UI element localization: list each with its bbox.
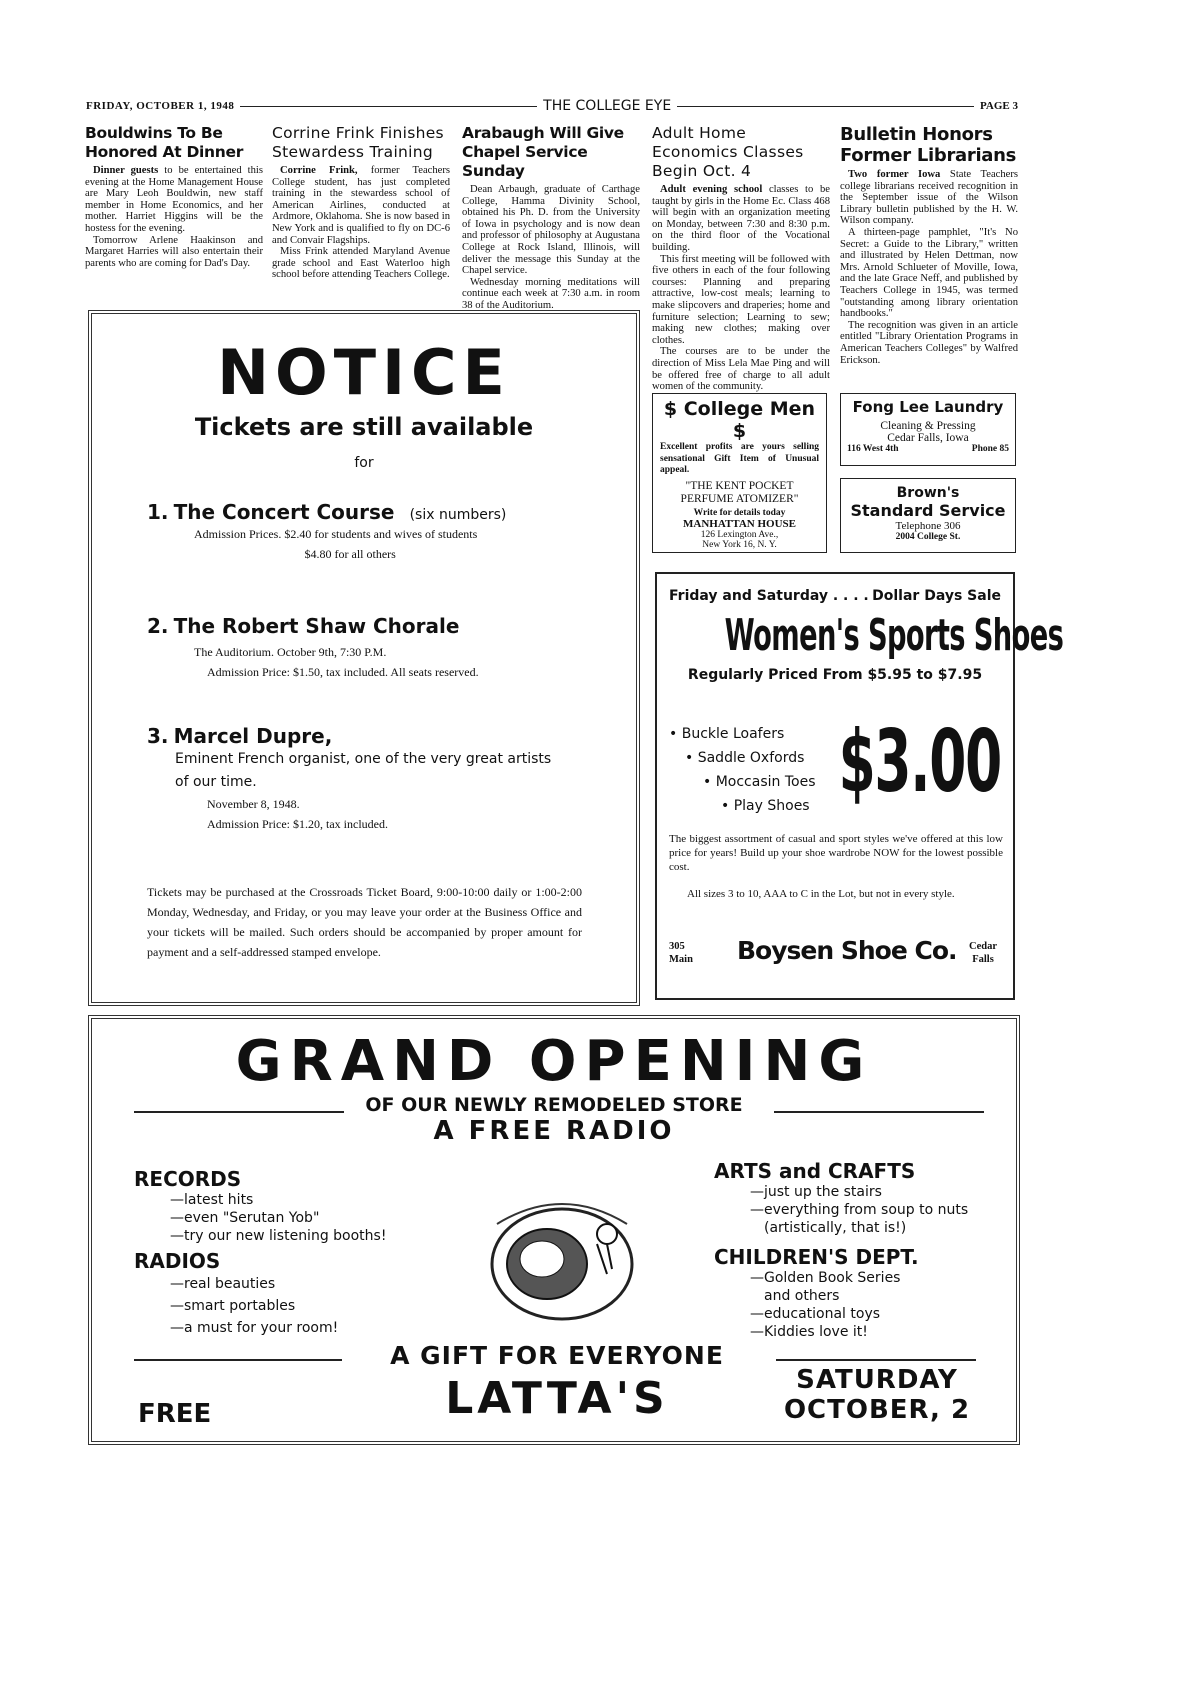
ad-regular-price: Regularly Priced From $5.95 to $7.95 [687,667,983,683]
ad-phone: Telephone 306 [895,520,961,532]
notice-for: for [354,455,374,471]
paragraph: Miss Frink attended Maryland Avenue grade school and East Waterloo high school before attending Teachers College. [272,246,450,281]
ad-subtitle: OF OUR NEWLY REMODELED STORE [365,1094,743,1116]
dept-item: —even "Serutan Yob" [170,1210,320,1226]
notice-item-2 [147,614,479,682]
ad-company: Boysen Shoe Co. [737,936,957,965]
ad-title: Brown's [896,485,960,501]
item-name: The Robert Shaw Chorale [173,614,460,638]
shoe-style: • Play Shoes [721,798,810,814]
item-line: November 8, 1948. [207,797,300,811]
gift-tagline: A GIFT FOR EVERYONE [390,1341,724,1370]
notice-footer: Tickets may be purchased at the Crossroads Ticket Board, 9:00-10:00 daily or 1:00-2:00 Monday, Wednesday, and Friday, or you may leave your order at the Business Office and your tickets will be mailed. Such orders should be accompanied by proper amount for payment and a self-addressed stamped envelope. [147,885,582,959]
left-departments [134,1167,386,1339]
dept-heading: ARTS and CRAFTS [714,1159,916,1183]
ad-text: All sizes 3 to 10, AAA to C in the Lot, but not in every style. [687,888,955,900]
dept-heading: CHILDREN'S DEPT. [714,1245,919,1269]
paragraph: This first meeting will be followed with five others in each of the four following courses: Planning and preparing attractive, low-cost meals; learning to make slipcovers and draperies; home and furniture selection; Learning to sew; making new clothes; making over clothes. [652,253,830,346]
item-line: Admission Prices. $2.40 for students and wives of students [194,527,478,541]
ad-city: Cedar Falls, Iowa [887,432,969,444]
paragraph: to be entertained this evening at the Home Management House are Mary Leoh Bouldwin, new staff member in Home Economics, and her mother. Harriet Higgins will be the hostess for the evening. [85,165,263,234]
paragraph: Wednesday morning meditations will continue each week at 7:30 a.m. in room 38 of the Auditorium. [462,276,640,311]
grand-opening-ad [88,1015,1020,1445]
article-frink [272,124,450,281]
paragraph: classes to be taught by girls in the Home Ec. Class 468 will begin with an organization meeting on Monday, between 7:30 and 8:30 p.m. on the third floor of the Vocational building. [652,184,830,253]
item-line: The Auditorium. October 9th, 7:30 P.M. [194,645,387,659]
boysen-shoes-ad [655,572,1064,1000]
article-home-economics [652,124,830,393]
lead: Two former Iowa [848,169,941,180]
ad-title: GRAND OPENING [235,1029,873,1094]
free-label: FREE [138,1399,212,1429]
dept-item: —real beauties [170,1276,276,1292]
article-bouldwins [85,124,263,269]
notice-subtitle: Tickets are still available [194,413,534,441]
dept-heading: RADIOS [134,1249,221,1273]
shoe-style: • Moccasin Toes [703,774,816,790]
college-men-ad [652,393,827,553]
paragraph: Tomorrow Arlene Haakinson and Margaret Harries will also entertain their parents who are coming for Dad's Day. [85,234,263,269]
dept-item: (artistically, that is!) [764,1220,907,1236]
ad-days: Friday and Saturday . . . . [669,588,869,604]
ad-text: Excellent profits are yours selling sensational Gift Item of Unusual appeal. [660,442,819,475]
headline: Adult Home Economics Classes Begin Oct. 4 [652,124,804,180]
dept-item: —educational toys [750,1306,881,1322]
radio-illustration [477,1164,647,1339]
item-note: (six numbers) [409,507,507,523]
dept-item: and others [764,1288,840,1304]
ad-address: 126 Lexington Ave., [700,529,779,540]
notice-ad [88,310,640,1006]
item-line: Admission Price: $1.20, tax included. [207,817,388,831]
ad-city: Cedar [969,941,997,952]
ad-address: Main [669,954,693,965]
headline: Corrine Frink Finishes Stewardess Training [272,124,444,161]
divider [677,106,974,107]
shoe-style: • Buckle Loafers [669,726,785,742]
sale-price: $3.00 [838,712,1001,812]
ad-cta: Write for details today [693,507,786,518]
ad-title: $ College Men $ [663,398,816,442]
ad-title: Fong Lee Laundry [852,398,1004,416]
ad-sale: Dollar Days Sale [872,588,1001,604]
ad-address: 305 [669,941,685,952]
fong-lee-ad [840,393,1016,466]
browns-ad [840,478,1016,553]
notice-title: NOTICE [217,336,511,409]
item-number: 2. [147,614,169,638]
ad-city: Falls [972,954,994,965]
article-librarians [840,124,1018,366]
ad-title: Standard Service [850,501,1006,520]
dept-item: —try our new listening booths! [170,1228,387,1244]
item-name: Marcel Dupre, [173,724,333,748]
item-number: 1. [147,500,169,524]
dept-item: —a must for your room! [170,1320,339,1336]
paragraph: Dean Arbaugh, graduate of Carthage College, Hamma Divinity School, obtained his Ph. D. from the University of Iowa in psychology and is now dean and professor of philosophy at Augustana College at Rock Island, Illinois, will deliver the message this Sunday at the Chapel service. [462,184,640,277]
store-name: LATTA'S [445,1373,669,1424]
headline: Bulletin Honors Former Librarians [840,124,1017,166]
ad-company: MANHATTAN HOUSE [683,517,796,530]
dept-item: —just up the stairs [750,1184,882,1200]
item-number: 3. [147,724,169,748]
free-radio: A FREE RADIO [433,1116,675,1146]
dept-item: —Golden Book Series [750,1270,901,1286]
paragraph: The recognition was given in an article entitled "Library Orientation Programs in American Teachers Colleges" by Walfred Erickson. [840,319,1018,366]
ad-title: Women's Sports Shoes [724,610,1064,661]
ad-address: 2004 College St. [895,532,961,542]
item-name: The Concert Course [173,500,395,524]
ad-phone: Phone 85 [971,444,1009,454]
dept-heading: RECORDS [134,1167,242,1191]
paragraph: former Teachers College student, has just completed training in the stewardess school of American Airlines, conducted at Ardmore, Oklahoma. She is now based in New York and is qualified to fly on DC-6 and Convair Flagships. [272,165,450,246]
paragraph: State Teachers college librarians received recognition in the September issue of the Wilson Library bulletin published by the H. W. Wilson company. [840,169,1018,227]
dept-item: —Kiddies love it! [750,1324,868,1340]
issue-date: FRIDAY, OCTOBER 1, 1948 [86,100,235,112]
headline: Arabaugh Will Give Chapel Service Sunday [462,124,624,180]
notice-item-3 [147,724,567,834]
item-line: Admission Price: $1.50, tax included. All seats reserved. [207,665,479,679]
item-line: $4.80 for all others [304,547,396,561]
opening-day: SATURDAY [796,1365,958,1395]
ad-address: New York 16, N. Y. [702,539,777,550]
divider [240,106,537,107]
item-description: Eminent French organist, one of the very great artists of our time. [175,751,552,790]
headline: Bouldwins To Be Honored At Dinner [85,124,244,161]
dept-item: —smart portables [170,1298,296,1314]
notice-item-1 [147,500,506,564]
masthead [86,98,1018,114]
lead: Dinner guests [93,165,159,176]
paragraph: A thirteen-page pamphlet, "It's No Secret: a Guide to the Library," written and illustrated by Helen Dettman, now Mrs. Arnold Schlueter of Moville, Iowa, and the late Grace Neff, and published by Teachers College in 1945, was termed "outstanding among library orientation handbooks." [840,226,1018,320]
newspaper-name: THE COLLEGE EYE [543,98,672,114]
dept-item: —everything from soup to nuts [750,1202,969,1218]
shoe-style: • Saddle Oxfords [685,750,805,766]
lead: Adult evening school [660,184,763,195]
paragraph: The courses are to be under the direction of Miss Lela Mae Ping and will be offered free of charge to all adult women of the community. [652,346,830,393]
page-number: PAGE 3 [980,100,1018,112]
lead: Corrine Frink, [280,165,358,176]
dept-item: —latest hits [170,1192,254,1208]
right-departments [714,1159,968,1341]
ad-service: Cleaning & Pressing [880,420,976,432]
ad-text: The biggest assortment of casual and sport styles we've offered at this low price for years! Build up your shoe wardrobe NOW for the lowest possible cost. [669,833,1003,873]
opening-date: OCTOBER, 2 [783,1395,971,1425]
ad-address: 116 West 4th [847,444,899,454]
ad-product: "THE KENT POCKET PERFUME ATOMIZER" [680,479,799,505]
article-arabaugh [462,124,640,312]
